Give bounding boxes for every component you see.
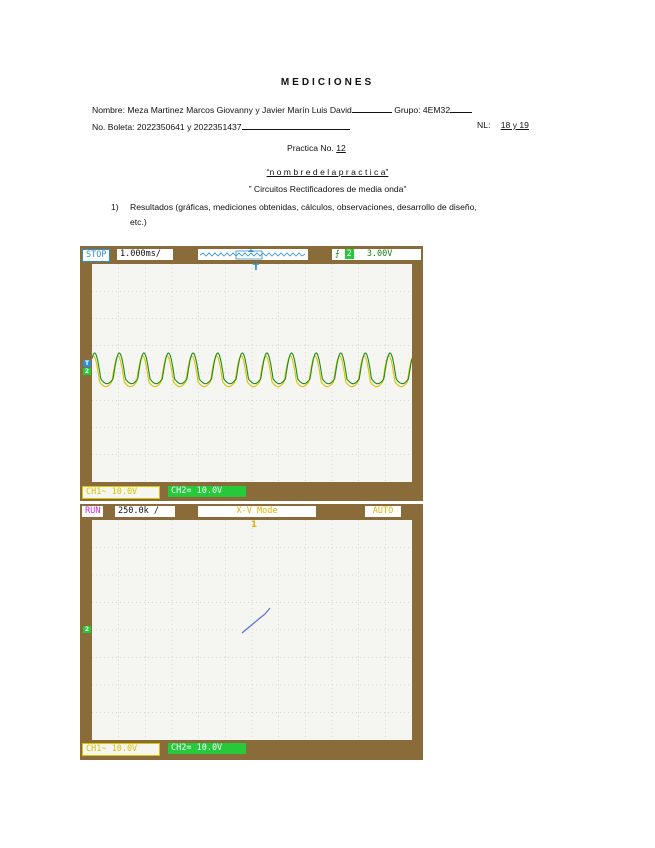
grupo-fill-line <box>450 103 472 113</box>
timebase: 1.000ms/ <box>117 249 173 260</box>
practica-value: 12 <box>336 143 346 153</box>
boleta-label: No. Boleta: <box>92 122 135 132</box>
memory-position-bar <box>198 249 308 260</box>
ch2-level-marker-xy: 2 <box>84 626 90 633</box>
boleta-fill-line <box>242 120 350 130</box>
nombre-line <box>92 103 472 115</box>
sample-rate: 250.0k / <box>115 506 175 517</box>
ch2-level-marker: 2 <box>84 368 90 375</box>
trigger-edge-icon: ⨍ <box>335 249 340 259</box>
nombre-practica-value: ” Circuitos Rectificadores de media onda” <box>248 184 407 194</box>
nl-line <box>477 120 541 130</box>
nombre-value: Meza Martinez Marcos Giovanny y Javier Marín Luis David <box>127 105 352 115</box>
nombre-label: Nombre: <box>92 105 125 115</box>
boleta-line <box>92 120 350 132</box>
waveform-grid <box>92 264 412 482</box>
ch2-scale-xy: CH2= 10.0V <box>168 743 246 754</box>
trigger-channel: 2 <box>346 249 352 259</box>
practica-line <box>287 143 360 153</box>
memory-position-icon <box>198 249 308 260</box>
grupo-label: Grupo: <box>394 105 421 115</box>
oscilloscope-time-capture <box>80 246 423 501</box>
page-title: MEDICIONES <box>280 77 375 88</box>
trigger-position-marker: T <box>252 263 260 273</box>
ch2-scale: CH2= 10.0V <box>168 486 246 497</box>
nl-value: 18 y 19 <box>500 120 529 130</box>
nombre-practica-heading: “n o m b r e d e l a p r a c t i c a” <box>266 167 389 177</box>
ch1-position-marker: 1 <box>250 520 258 530</box>
section-number: 1) <box>111 202 119 212</box>
oscilloscope-xy-capture <box>80 504 423 760</box>
ch1-scale-xy: CH1~ 10.0V <box>82 743 160 756</box>
xv-mode-label: X-V Mode <box>198 506 316 517</box>
ch1-level-marker: T <box>84 360 90 367</box>
xy-grid <box>92 520 412 740</box>
nombre-fill-line <box>352 103 392 113</box>
status-run: RUN <box>82 506 103 517</box>
trigger-mode: AUTO <box>365 506 401 517</box>
section-text-line1: Resultados (gráficas, mediciones obtenidas, cálculos, observaciones, desarrollo de diseño, <box>130 202 477 212</box>
practica-label: Practica No. <box>287 143 334 153</box>
boleta-value: 2022350641 y 2022351437 <box>136 122 242 132</box>
trigger-setting <box>332 249 421 260</box>
trigger-level: 3.00V <box>366 249 393 259</box>
ch1-scale: CH1~ 10.0V <box>82 486 160 499</box>
xy-plot <box>92 520 412 740</box>
nl-label: NL: <box>477 120 491 130</box>
nombre-practica-label <box>0 167 655 177</box>
status-stop: STOP <box>82 249 110 262</box>
section-text-line2: etc.) <box>130 217 147 227</box>
grupo-value: 4EM32 <box>422 105 451 115</box>
xy-trace <box>242 608 270 633</box>
waveform-plot <box>92 264 412 482</box>
